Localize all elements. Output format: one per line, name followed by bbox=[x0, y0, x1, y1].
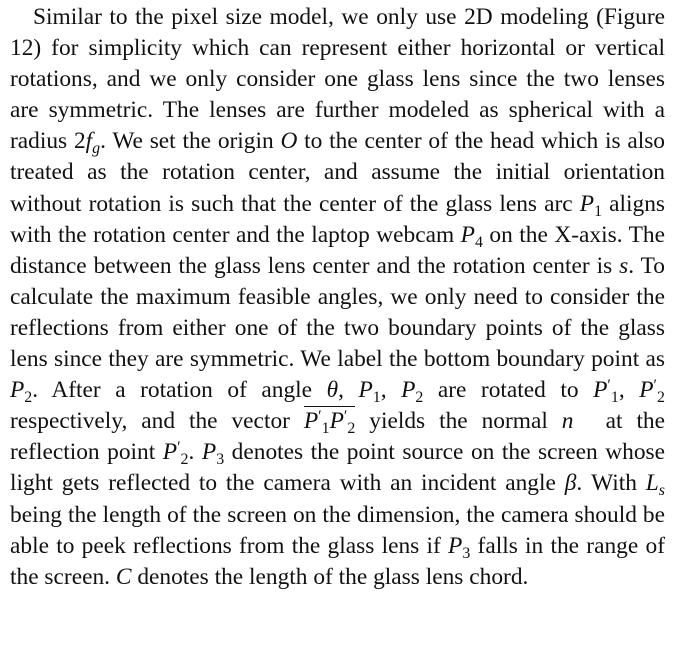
math-subscript: 4 bbox=[474, 233, 483, 251]
math-p: P bbox=[358, 377, 373, 404]
text-segment: . We set the origin bbox=[100, 128, 281, 155]
math-subscript: 1 bbox=[321, 420, 330, 438]
math-f: f bbox=[85, 128, 93, 155]
text-segment: at the reflection point bbox=[10, 408, 666, 466]
math-l: L bbox=[645, 470, 659, 497]
text-segment: . With bbox=[576, 470, 646, 497]
math-subscript: 2 bbox=[415, 389, 424, 407]
math-p: P bbox=[303, 408, 319, 435]
body-paragraph bbox=[10, 2, 665, 593]
text-segment: denotes the length of the glass lens chord. bbox=[131, 563, 529, 590]
math-subscript: 1 bbox=[372, 389, 381, 407]
text-segment: . After a rotation of angle bbox=[32, 377, 327, 404]
text-segment: , bbox=[618, 377, 640, 404]
math-c: C bbox=[115, 563, 132, 590]
math-prime: ′ bbox=[318, 408, 322, 426]
text-segment: denotes the point source on the screen whose light gets reflected to the camera with an incident angle bbox=[10, 439, 666, 497]
math-vector-p1p2 bbox=[303, 406, 356, 438]
text-segment: to the center of the head which is also treated as the rotation center, and assume the initial orientation without rotation is such that the center of the glass lens arc bbox=[10, 128, 666, 217]
math-subscript: 2 bbox=[180, 451, 189, 469]
text-segment: yields the normal bbox=[355, 408, 562, 435]
math-origin-o: O bbox=[280, 128, 298, 155]
text-segment: . To calculate the maximum feasible angles, we only need to consider the reflections from either one of the two boundary points of the glass lens since they are symmetric. We label the bottom boundary point as bbox=[10, 252, 666, 373]
math-subscript: 2 bbox=[657, 389, 665, 407]
math-subscript: 2 bbox=[347, 420, 356, 438]
text-segment: on the X-axis. The distance between the glass lens center and the rotation center is bbox=[10, 221, 665, 279]
math-normal-vector: n⃗ bbox=[561, 408, 592, 435]
math-subscript: 3 bbox=[462, 544, 471, 562]
math-p: P bbox=[201, 439, 217, 466]
math-prime: ′ bbox=[343, 408, 348, 426]
math-p: P bbox=[10, 377, 25, 404]
text-segment: being the length of the screen on the dimension, the camera should be able to peek reflections from the glass lens if bbox=[10, 501, 665, 559]
text-segment: . bbox=[188, 439, 202, 466]
math-prime: ′ bbox=[653, 376, 658, 394]
text-segment: aligns with the rotation center and the laptop webcam bbox=[10, 190, 665, 248]
text-segment: are rotated to bbox=[423, 377, 594, 404]
text-segment: Similar to the pixel size model, we only use 2D modeling (Figure 12) for simplicity which can represent either horizontal or vertical rotations, and we only consider one glass lens since the two lenses are symmetric. The lenses are further modeled as spherical with a radius 2 bbox=[10, 4, 665, 155]
math-p: P bbox=[460, 221, 475, 248]
math-s: s bbox=[619, 252, 629, 279]
math-subscript: 1 bbox=[594, 202, 603, 220]
math-p: P bbox=[401, 377, 416, 404]
math-prime: ′ bbox=[177, 439, 181, 457]
text-segment: falls in the range of the screen. bbox=[10, 532, 665, 590]
math-p: P bbox=[639, 377, 654, 404]
math-p: P bbox=[579, 190, 595, 217]
math-subscript-g: g bbox=[92, 140, 101, 158]
text-segment: , bbox=[380, 377, 402, 404]
math-p: P bbox=[593, 377, 608, 404]
text-segment: , bbox=[338, 377, 359, 404]
math-prime: ′ bbox=[607, 376, 611, 394]
math-p: P bbox=[329, 408, 344, 435]
math-subscript: 2 bbox=[24, 389, 33, 407]
math-subscript: 3 bbox=[216, 451, 225, 469]
math-p: P bbox=[448, 532, 463, 559]
math-subscript: 1 bbox=[610, 389, 619, 407]
text-segment: respectively, and the vector bbox=[10, 408, 304, 435]
math-beta: β bbox=[564, 470, 577, 497]
math-p: P bbox=[162, 439, 178, 466]
math-subscript-s: s bbox=[658, 482, 665, 500]
math-theta: θ bbox=[326, 377, 339, 404]
